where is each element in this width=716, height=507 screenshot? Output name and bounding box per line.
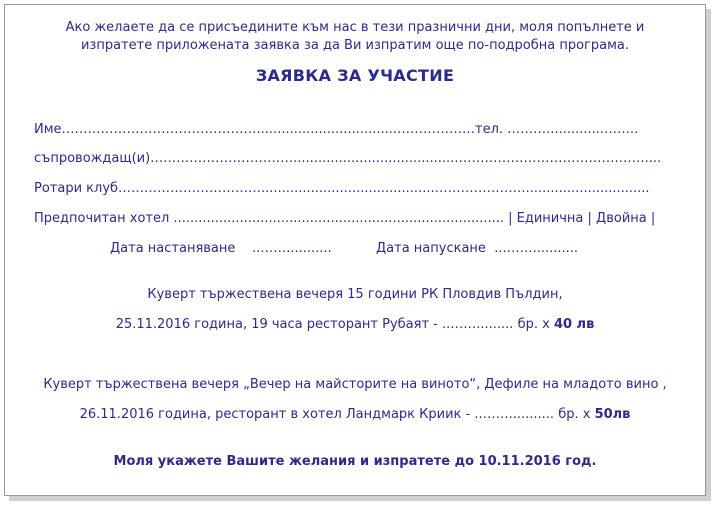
checkin-label: Дата настаняване <box>110 241 236 256</box>
checkout-label: Дата напускане <box>376 241 486 256</box>
event1-details: 25.11.2016 година, 19 часа ресторант Рубаят - ..……......... бр. х <box>115 317 554 332</box>
event2-price: 50лв <box>594 407 631 422</box>
name-phone-field[interactable]: Име………………………………………..................................………………тел. ………..............…….. <box>34 122 639 137</box>
event1-line-1: Куверт тържествена вечеря 15 години РК Пловдив Пълдин, <box>147 287 563 302</box>
checkout-blank[interactable]: ...……........... <box>494 241 579 256</box>
checkout-date-field[interactable] <box>376 241 578 257</box>
intro-line-1: Ако желаете да се присъедините към нас в тези празнични дни, моля попълнете и <box>65 20 645 35</box>
event2-line-2[interactable] <box>5 407 705 423</box>
event1-price: 40 лв <box>553 317 595 332</box>
rotary-club-field[interactable]: Ротари клуб……………………………..........................................………………….............................. <box>34 181 650 196</box>
checkin-date-field[interactable] <box>110 241 332 257</box>
checkin-blank[interactable]: ..……........... <box>251 241 332 256</box>
preferred-hotel-field[interactable]: Предпочитан хотел ................................................................................ | Единична | Двойна | <box>34 211 656 226</box>
event1-line-2[interactable] <box>5 317 705 333</box>
companion-field[interactable]: съпровождащ(и)……………………………........................................……………………………….…….... <box>34 151 662 166</box>
event2-line-1: Куверт тържествена вечеря „Вечер на майсторите на виното“, Дефиле на младото вино , <box>43 377 667 392</box>
intro-line-2: изпратете приложената заявка за да Ви изпратим още по-подробна програма. <box>80 38 629 53</box>
form-title: ЗАЯВКА ЗА УЧАСТИЕ <box>255 66 455 85</box>
application-form <box>4 4 706 496</box>
deadline-note: Моля укажете Вашите желания и изпратете до 10.11.2016 год. <box>113 454 597 469</box>
event2-details: 26.11.2016 година, ресторант в хотел Ландмарк Криик - ..……........... бр. х <box>79 407 595 422</box>
